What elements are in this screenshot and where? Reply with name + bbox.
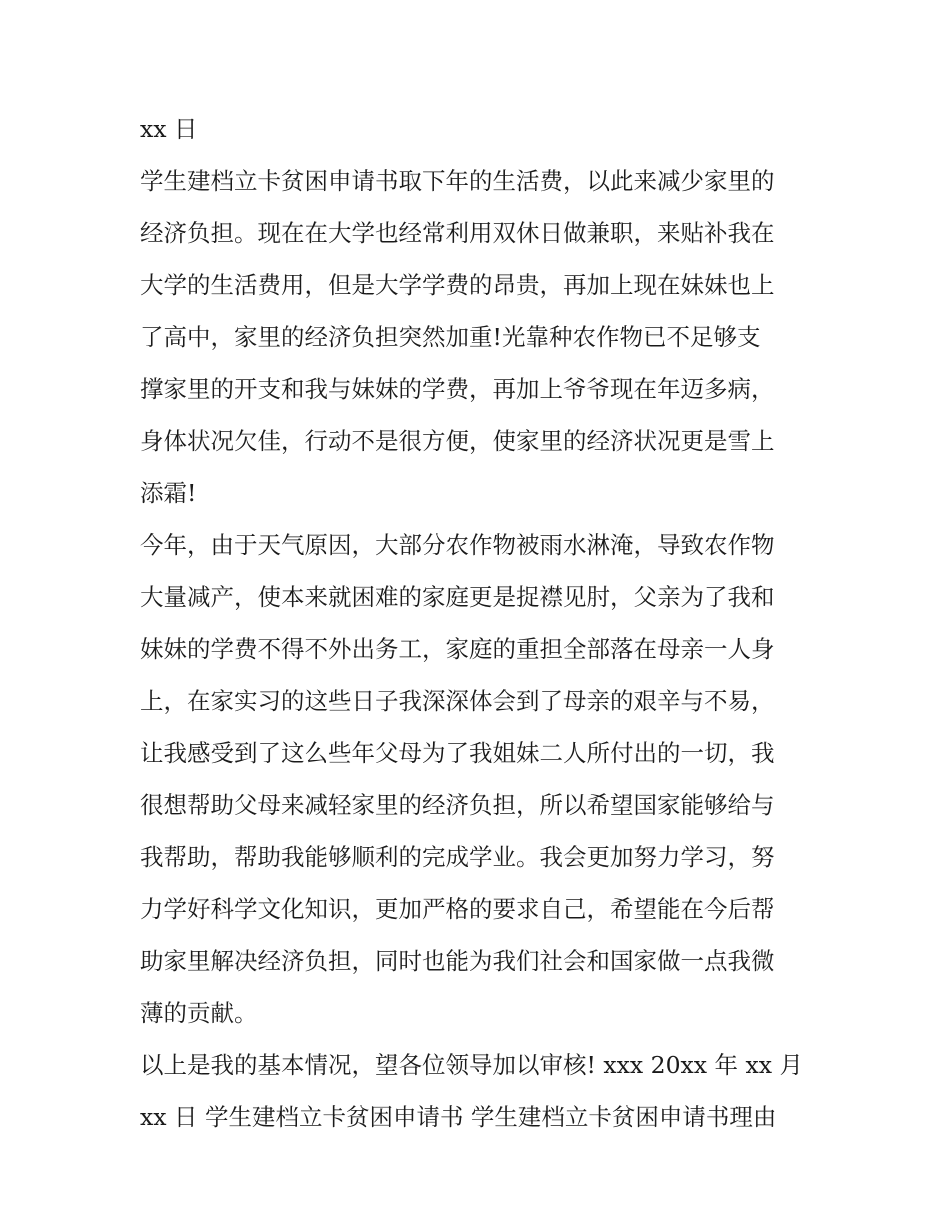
text-line: 学生建档立卡贫困申请书取下年的生活费，以此来减少家里的 [140,167,775,195]
text-line: 以上是我的基本情况，望各位领导加以审核! xxx 20xx 年 xx 月 [140,1051,803,1079]
text-line: 上，在家实习的这些日子我深深体会到了母亲的艰辛与不易， [140,687,775,715]
text-line: 力学好科学文化知识，更加严格的要求自己，希望能在今后帮 [140,895,775,923]
text-line: xx 日 学生建档立卡贫困申请书 学生建档立卡贫困申请书理由 [140,1103,777,1131]
text-line: 我帮助，帮助我能够顺利的完成学业。我会更加努力学习，努 [140,843,775,871]
text-line: xx 日 [140,115,198,143]
text-line: 添霜! [140,479,197,507]
text-line: 身体状况欠佳，行动不是很方便，使家里的经济状况更是雪上 [140,427,775,455]
text-line: 很想帮助父母来减轻家里的经济负担，所以希望国家能够给与 [140,791,775,819]
text-line: 经济负担。现在在大学也经常利用双休日做兼职，来贴补我在 [140,219,775,247]
text-line: 薄的贡献。 [140,999,258,1027]
text-line: 大量减产，使本来就困难的家庭更是捉襟见肘，父亲为了我和 [140,583,775,611]
text-line: 今年，由于天气原因，大部分农作物被雨水淋淹，导致农作物 [140,531,775,559]
text-line: 助家里解决经济负担，同时也能为我们社会和国家做一点我微 [140,947,775,975]
text-line: 让我感受到了这么些年父母为了我姐妹二人所付出的一切，我 [140,739,775,767]
document-body [140,103,820,1143]
text-line: 大学的生活费用，但是大学学费的昂贵，再加上现在妹妹也上 [140,271,775,299]
text-line: 妹妹的学费不得不外出务工，家庭的重担全部落在母亲一人身 [140,635,775,663]
text-line: 撑家里的开支和我与妹妹的学费，再加上爷爷现在年迈多病， [140,375,775,403]
text-line: 了高中，家里的经济负担突然加重!光靠种农作物已不足够支 [140,323,761,351]
